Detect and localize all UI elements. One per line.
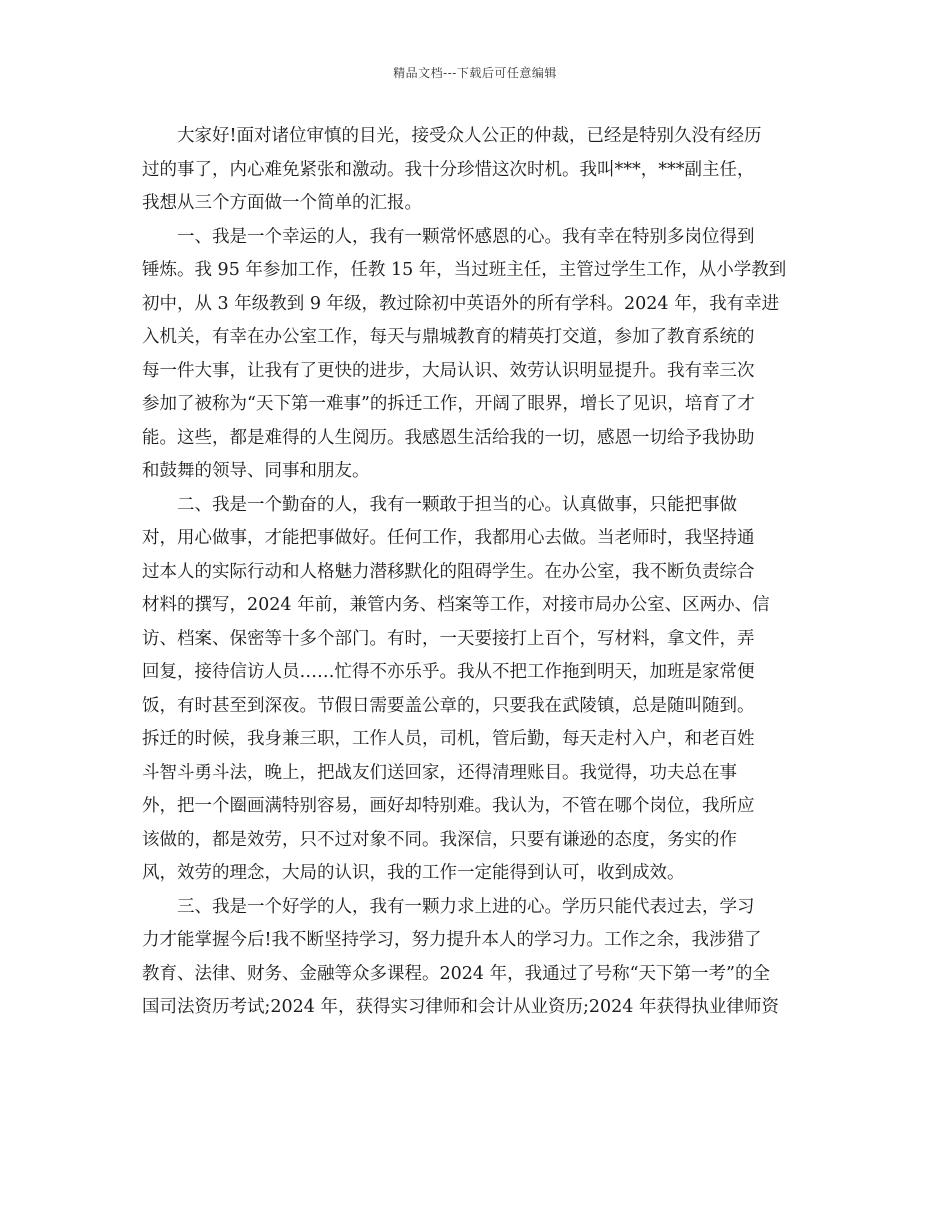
- text-line: 每一件大事，让我有了更快的进步，大局认识、效劳认识明显提升。我有幸三次: [142, 360, 755, 381]
- text-line: 回复，接待信访人员……忙得不亦乐乎。我从不把工作拖到明天，加班是家常便: [142, 662, 755, 682]
- text-line: 饭，有时甚至到深夜。节假日需要盖公章的，只要我在武陵镇，总是随叫随到。: [142, 695, 755, 716]
- text-line: 三、我是一个好学的人，我有一颗力求上进的心。学历只能代表过去，学习: [177, 896, 755, 917]
- text-line: 斗智斗勇斗法，晚上，把战友们送回家，还得清理账目。我觉得，功夫总在事: [142, 762, 737, 783]
- text-line: 入机关，有幸在办公室工作，每天与鼎城教育的精英打交道，参加了教育系统的: [142, 327, 755, 347]
- page-header: 精品文档---下载后可任意编辑: [393, 66, 557, 80]
- text-line: 风，效劳的理念，大局的认识，我的工作一定能得到认可，收到成效。: [142, 863, 685, 883]
- text-line: 大家好!面对诸位审慎的目光，接受众人公正的仲裁，已经是特别久没有经历: [177, 126, 762, 146]
- text-line: 国司法资历考试;2024 年，获得实习律师和会计从业资历;2024 年获得执业律师资: [142, 997, 779, 1017]
- text-line: 材料的撰写，2024 年前，兼管内务、档案等工作，对接市局办公室、区两办、信: [142, 595, 770, 615]
- text-line: 和鼓舞的领导、同事和朋友。: [142, 461, 370, 481]
- text-line: 教育、法律、财务、金融等众多课程。2024 年，我通过了号称“天下第一考”的全: [142, 963, 770, 984]
- text-line: 外，把一个圈画满特别容易，画好却特别难。我认为，不管在哪个岗位，我所应: [142, 796, 755, 816]
- text-line: 力才能掌握今后!我不断坚持学习，努力提升本人的学习力。工作之余，我涉猎了: [142, 930, 762, 950]
- text-line: 二、我是一个勤奋的人，我有一颗敢于担当的心。认真做事，只能把事做: [177, 494, 737, 515]
- text-line: 我想从三个方面做一个简单的汇报。: [142, 193, 422, 213]
- text-line: 拆迁的时候，我身兼三职，工作人员，司机，管后勤，每天走村入户，和老百姓: [142, 729, 755, 749]
- document-body: [142, 120, 810, 1025]
- text-line: 访、档案、保密等十多个部门。有时，一天要接打上百个，写材料，拿文件，弄: [142, 628, 755, 649]
- text-line: 锤炼。我 95 年参加工作，任教 15 年，当过班主任，主管过学生工作，从小学教到: [142, 260, 787, 280]
- text-line: 该做的，都是效劳，只不过对象不同。我深信，只要有谦逊的态度，务实的作: [142, 829, 737, 850]
- text-line: 能。这些，都是难得的人生阅历。我感恩生活给我的一切，感恩一切给予我协助: [142, 427, 755, 448]
- text-line: 初中，从 3 年级教到 9 年级，教过除初中英语外的所有学科。2024 年，我有幸进: [142, 293, 780, 314]
- text-line: 对，用心做事，才能把事做好。任何工作，我都用心去做。当老师时，我坚持通: [142, 528, 755, 548]
- text-line: 参加了被称为“天下第一难事”的拆迁工作，开阔了眼界，增长了见识，培育了才: [142, 394, 755, 414]
- text-line: 一、我是一个幸运的人，我有一颗常怀感恩的心。我有幸在特别多岗位得到: [177, 226, 755, 247]
- text-line: 过本人的实际行动和人格魅力潜移默化的阻碍学生。在办公室，我不断负责综合: [142, 561, 755, 582]
- text-line: 过的事了，内心难免紧张和激动。我十分珍惜这次时机。我叫***，***副主任，: [142, 159, 755, 180]
